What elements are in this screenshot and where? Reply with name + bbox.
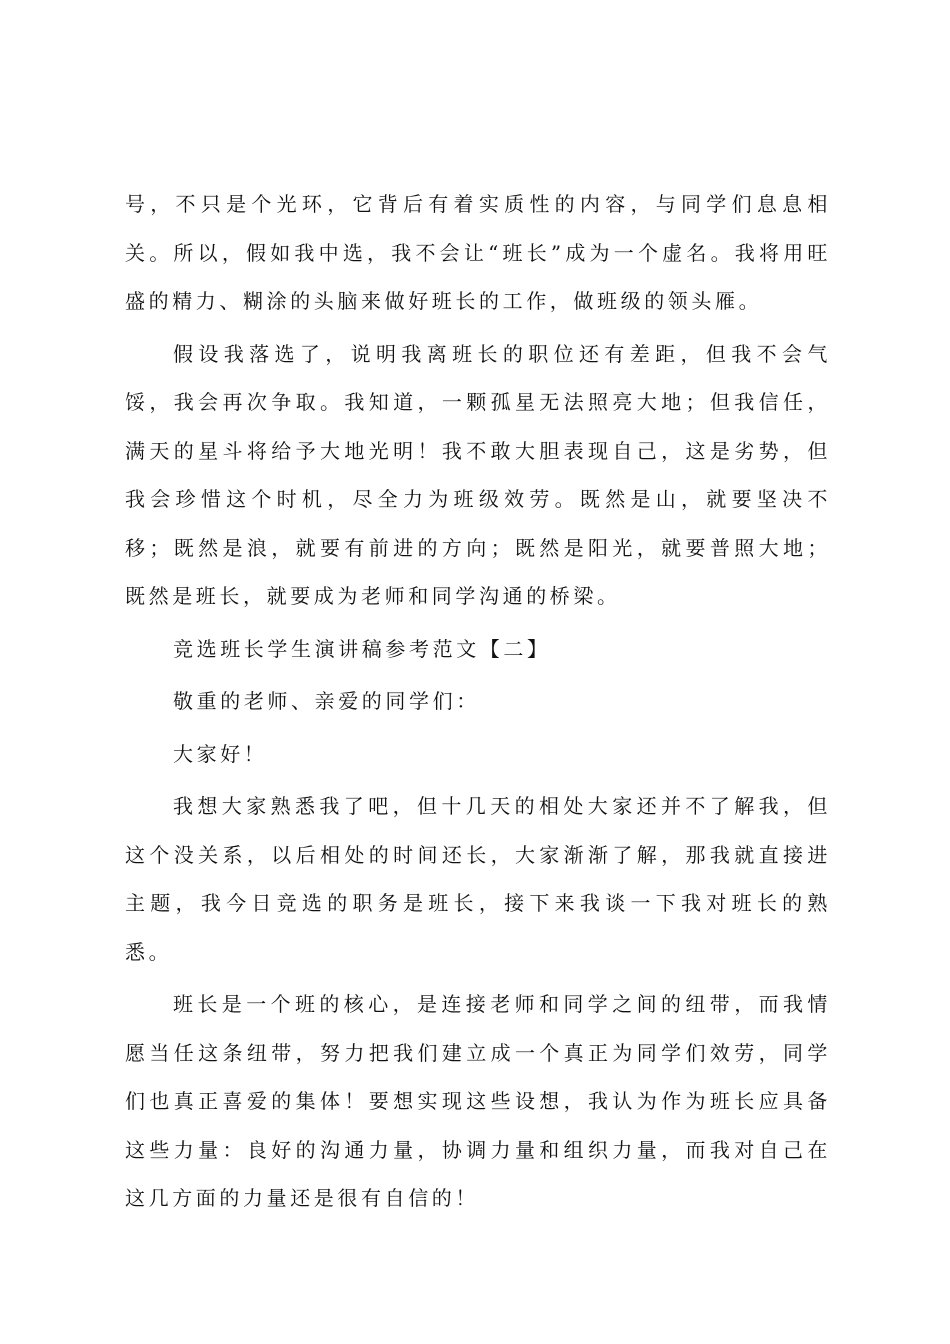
paragraph-introduction: 我想大家熟悉我了吧，但十几天的相处大家还并不了解我，但这个没关系，以后相处的时间还长，大家渐渐了解，那我就直接进主题，我今日竞选的职务是班长，接下来我谈一下我对班长的熟悉。	[125, 794, 831, 964]
greeting: 大家好！	[173, 741, 268, 766]
paragraph-continuation: 号，不只是个光环，它背后有着实质性的内容，与同学们息息相关。所以，假如我中选，我不会让“班长”成为一个虚名。我将用旺盛的精力、糊涂的头脑来做好班长的工作，做班级的领头雁。	[125, 192, 831, 313]
paragraph-if-lose: 假设我落选了，说明我离班长的职位还有差距，但我不会气馁，我会再次争取。我知道，一颗孤星无法照亮大地；但我信任，满天的星斗将给予大地光明！我不敢大胆表现自己，这是劣势，但我会珍惜这个时机，尽全力为班级效劳。既然是山，就要坚决不移；既然是浪，就要有前进的方向；既然是阳光，就要普照大地；既然是班长，就要成为老师和同学沟通的桥梁。	[125, 341, 831, 608]
section-heading: 竞选班长学生演讲稿参考范文【二】	[173, 636, 551, 661]
salutation: 敬重的老师、亲爱的同学们：	[173, 689, 480, 713]
paragraph-monitor-role: 班长是一个班的核心，是连接老师和同学之间的纽带，而我情愿当任这条纽带，努力把我们建立成一个真正为同学们效劳，同学们也真正喜爱的集体！要想实现这些设想，我认为作为班长应具备这些力量：良好的沟通力量，协调力量和组织力量，而我对自己在这几方面的力量还是很有自信的！	[125, 992, 831, 1210]
document-body	[125, 180, 831, 1227]
